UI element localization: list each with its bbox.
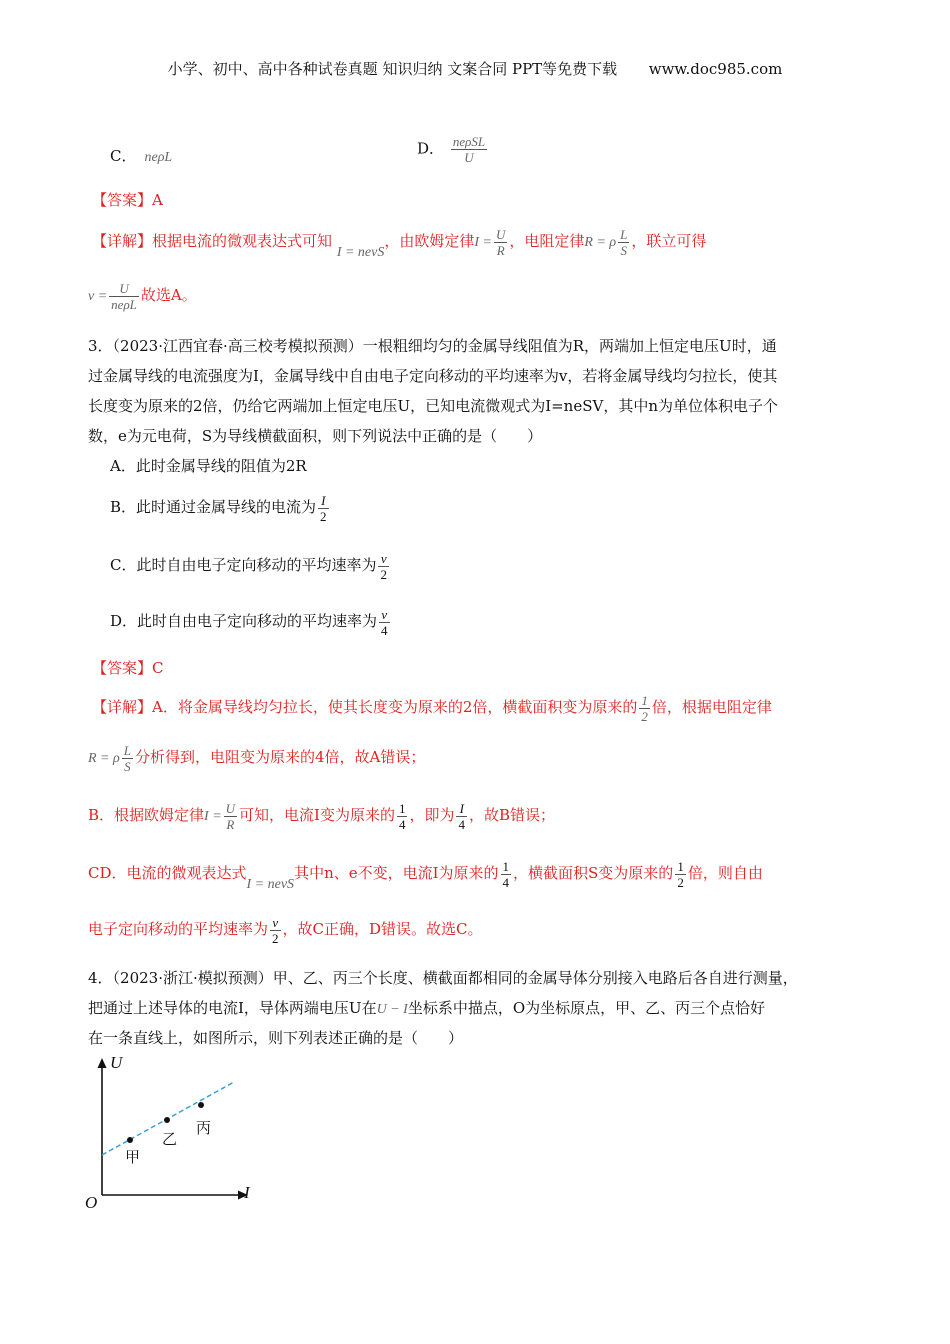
q3-detail-cd1: CD．电流的微观表达式I = nevS其中n、e不变，电流I为原来的 $\frac{1}{4}$ ，横截面积S变为原来的 $\frac{1}{2}$ 倍，则自由 — [88, 858, 763, 892]
ui-graph-figure — [80, 1050, 280, 1220]
q3-option-c: C．此时自由电子定向移动的平均速率为 $\frac{v}{2}$ — [110, 550, 387, 582]
q3-option-b: B．此时通过金属导线的电流为 $\frac{I}{2}$ — [110, 492, 327, 524]
label-bing: 丙 — [196, 1119, 212, 1137]
q3-stem-line2: 过金属导线的电流强度为I，金属导线中自由电子定向移动的平均速率为v，若将金属导线均匀拉长，使其 — [88, 367, 778, 385]
y-axis-label: U — [110, 1053, 123, 1072]
q3-detail-b: B．根据欧姆定律I = $\frac{U}{R}$ 可知，电流I变为原来的 $\frac{1}{4}$ ，即为 $\frac{I}{4}$ ，故B错误； — [88, 800, 556, 832]
q2-option-d-fraction: $\frac{\text{neρSL}}{U}$ — [452, 134, 486, 165]
page-header — [0, 58, 950, 79]
q3-detail-a2: R = ρ $\frac{L}{S}$ 分析得到，电阻变为原来的4倍，故A错误； — [88, 742, 426, 774]
q3-answer: 【答案】C — [92, 659, 164, 677]
header-text: 小学、初中、高中各种试卷真题 知识归纳 文案合同 PPT等免费下载 — [167, 60, 618, 78]
q2-answer: 【答案】A — [92, 191, 163, 209]
origin-label: O — [85, 1193, 98, 1212]
q2-option-d: D． $\frac{\text{neρSL}}{U}$ — [417, 134, 486, 165]
q2-option-c: C． neρL — [110, 147, 173, 165]
y-axis-arrow — [98, 1058, 107, 1068]
q4-stem-line3: 在一条直线上，如图所示，则下列表述正确的是（ ） — [88, 1029, 464, 1047]
q4-stem-line2: 把通过上述导体的电流I，导体两端电压U在U − I坐标系中描点，O为坐标原点，甲、乙、丙三个点恰好 — [88, 999, 766, 1017]
point-yi — [164, 1117, 170, 1123]
q2-detail-line2: v = $\frac{U}{\text{neρL}}$ 故选A。 — [88, 280, 197, 312]
q3-detail-a1: 【详解】A．将金属导线均匀拉长，使其长度变为原来的2倍，横截面积变为原来的 $\frac{1}{2}$ 倍，根据电阻定律 — [92, 692, 772, 724]
x-axis-label: I — [244, 1183, 250, 1202]
q4-stem-line1: 4．（2023·浙江·模拟预测）甲、乙、丙三个长度、横截面都相同的金属导体分别接入电路后各自进行测量， — [88, 969, 798, 987]
q3-option-d: D．此时自由电子定向移动的平均速率为 $\frac{v}{4}$ — [110, 606, 388, 638]
q3-stem-line1: 3．（2023·江西宜春·高三校考模拟预测）一根粗细均匀的金属导线阻值为R，两端加上恒定电压U时，通 — [88, 337, 777, 355]
header-url[interactable]: www.doc985.com — [648, 60, 783, 78]
label-jia: 甲 — [125, 1148, 141, 1166]
q3-option-a: A．此时金属导线的阻值为2R — [110, 457, 307, 475]
point-bing — [198, 1102, 204, 1108]
label-yi: 乙 — [162, 1130, 178, 1148]
q2-detail-line1: 【详解】根据电流的微观表达式可知 I = nevS，由欧姆定律I = $\frac{U}{R}$ ，电阻定律R = ρ $\frac{L}{S}$ ，联立可得 — [92, 226, 707, 260]
q3-detail-cd2: 电子定向移动的平均速率为 $\frac{v}{2}$ ，故C正确，D错误。故选C。 — [88, 914, 483, 946]
q3-stem-line4: 数，e为元电荷，S为导线横截面积，则下列说法中正确的是（ ） — [88, 427, 543, 445]
point-jia — [127, 1137, 133, 1143]
q3-stem-line3: 长度变为原来的2倍，仍给它两端加上恒定电压U，已知电流微观式为I=neSV，其中n为单位体积电子个 — [88, 397, 778, 415]
